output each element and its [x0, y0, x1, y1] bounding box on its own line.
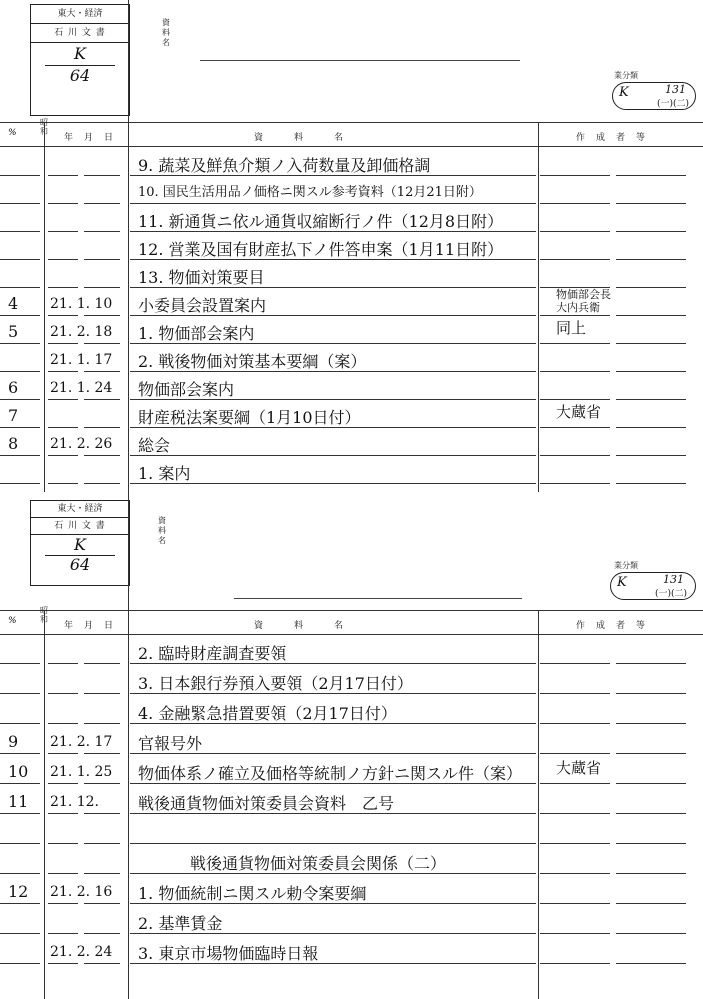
archive-stamp — [30, 4, 130, 116]
classification-label: 業分類 — [614, 561, 638, 570]
item-number: 12 — [8, 882, 29, 901]
header-name: 資 料 名 — [254, 621, 345, 631]
archive-stamp — [30, 500, 130, 586]
item-title: 3. 日本銀行券預入要領（2月17日付） — [138, 674, 413, 693]
table-row — [0, 904, 703, 934]
classification-badge — [610, 572, 696, 600]
classification-number: 131 — [663, 573, 684, 586]
item-title: 物価体系ノ確立及価格等統制ノ方針ニ関スル件（案） — [138, 764, 523, 783]
item-title: 3. 東京市場物価臨時日報 — [138, 944, 319, 963]
stamp-line-1: 東大・経済 — [31, 501, 129, 518]
table-row — [0, 874, 703, 904]
table-row — [0, 260, 703, 288]
item-date: 21. 2. 26 — [50, 436, 113, 452]
item-title: 戦後通貨物価対策委員会資料 乙号 — [138, 794, 395, 813]
item-title: 総会 — [138, 436, 171, 455]
item-title: 10. 国民生活用品ノ価格ニ関スル参考資料（12月21日附） — [138, 185, 482, 200]
item-number: 4 — [8, 294, 19, 313]
classification-code: K — [619, 85, 629, 100]
item-title: 戦後通貨物価対策委員会関係（二） — [190, 854, 447, 873]
table-row — [0, 694, 703, 724]
item-date: 21. 2. 24 — [50, 944, 113, 960]
table-row — [0, 288, 703, 316]
table-row — [0, 176, 703, 204]
item-title: 12. 営業及国有財産払下ノ件答申案（1月11日附） — [138, 240, 504, 259]
item-date: 21. 1. 24 — [50, 380, 113, 396]
classification-label: 業分類 — [614, 71, 638, 80]
item-author: 大蔵省 — [556, 759, 602, 777]
table-row — [0, 232, 703, 260]
item-title: 11. 新通貨ニ依ル通貨収縮断行ノ件（12月8日附） — [138, 212, 504, 231]
item-author: 物価部会長 大内兵衛 — [556, 288, 611, 314]
header-date: 年 月 日 — [64, 133, 115, 143]
item-number: 9 — [8, 732, 19, 751]
item-date: 21. 1. 25 — [50, 764, 113, 780]
table-row — [0, 372, 703, 400]
stamp-number: 64 — [45, 65, 115, 86]
header-name: 資 料 名 — [254, 133, 345, 143]
table-row — [0, 316, 703, 344]
item-title: 2. 基準賃金 — [138, 914, 223, 933]
item-title: 9. 蔬菜及鮮魚介類ノ入荷数量及卸価格調 — [138, 156, 431, 175]
header-mark: % — [8, 128, 18, 138]
item-number: 10 — [8, 762, 29, 781]
item-number: 8 — [8, 434, 19, 453]
header-date: 年 月 日 — [64, 621, 115, 631]
table-row — [0, 634, 703, 664]
index-card-2 — [0, 492, 703, 999]
table-row — [0, 148, 703, 176]
table-row — [0, 784, 703, 814]
table-row — [0, 344, 703, 372]
table-row — [0, 814, 703, 844]
table-row — [0, 754, 703, 784]
item-number: 7 — [8, 406, 19, 425]
stamp-line-2: 石 川 文 書 — [31, 518, 129, 535]
table-row — [0, 664, 703, 694]
classification-badge — [612, 82, 696, 110]
header-era: 昭 和 — [40, 606, 48, 624]
index-card-1 — [0, 0, 703, 492]
header-mark: % — [8, 616, 18, 626]
item-title: 小委員会設置案内 — [138, 296, 267, 315]
classification-suffix: (一)(二) — [657, 99, 690, 109]
stamp-number: 64 — [45, 555, 115, 574]
item-author: 大蔵省 — [556, 403, 602, 421]
item-date: 21. 1. 10 — [50, 296, 113, 312]
stamp-line-2: 石 川 文 書 — [31, 24, 129, 43]
item-title: 官報号外 — [138, 734, 203, 753]
item-title: 1. 案内 — [138, 464, 191, 483]
item-title: 財産税法案要綱（1月10日付） — [138, 408, 361, 427]
item-number: 11 — [8, 792, 29, 811]
classification-code: K — [617, 575, 627, 590]
item-title: 4. 金融緊急措置要領（2月17日付） — [138, 704, 397, 723]
title-label: 資 料 名 — [162, 18, 170, 47]
item-date: 21. 2. 18 — [50, 324, 113, 340]
item-date: 21. 2. 16 — [50, 884, 113, 900]
classification-suffix: (一)(二) — [655, 589, 688, 599]
item-title: 2. 臨時財産調査要領 — [138, 644, 287, 663]
table-row — [0, 844, 703, 874]
table-row — [0, 724, 703, 754]
item-date: 21. 12. — [50, 794, 99, 810]
table-row — [0, 934, 703, 964]
item-number: 6 — [8, 378, 19, 397]
table-row — [0, 400, 703, 428]
item-title: 2. 戦後物価対策基本要綱（案） — [138, 352, 367, 371]
item-author: 同上 — [556, 319, 587, 337]
item-date: 21. 1. 17 — [50, 352, 113, 368]
item-title: 13. 物価対策要目 — [138, 268, 265, 287]
table-row — [0, 428, 703, 456]
header-author: 作 成 者 等 — [576, 621, 647, 631]
header-author: 作 成 者 等 — [576, 133, 647, 143]
item-title: 物価部会案内 — [138, 380, 235, 399]
table-row — [0, 204, 703, 232]
classification-number: 131 — [665, 83, 686, 96]
stamp-line-1: 東大・経済 — [31, 5, 129, 24]
table-row — [0, 456, 703, 484]
item-date: 21. 2. 17 — [50, 734, 113, 750]
item-title: 1. 物価部会案内 — [138, 324, 255, 343]
item-title: 1. 物価統制ニ関スル勅令案要綱 — [138, 884, 367, 903]
stamp-code: K — [74, 44, 86, 63]
stamp-code: K — [74, 535, 86, 554]
item-number: 5 — [8, 322, 19, 341]
header-era: 昭 和 — [40, 118, 48, 136]
title-label: 資 料 名 — [158, 516, 166, 545]
